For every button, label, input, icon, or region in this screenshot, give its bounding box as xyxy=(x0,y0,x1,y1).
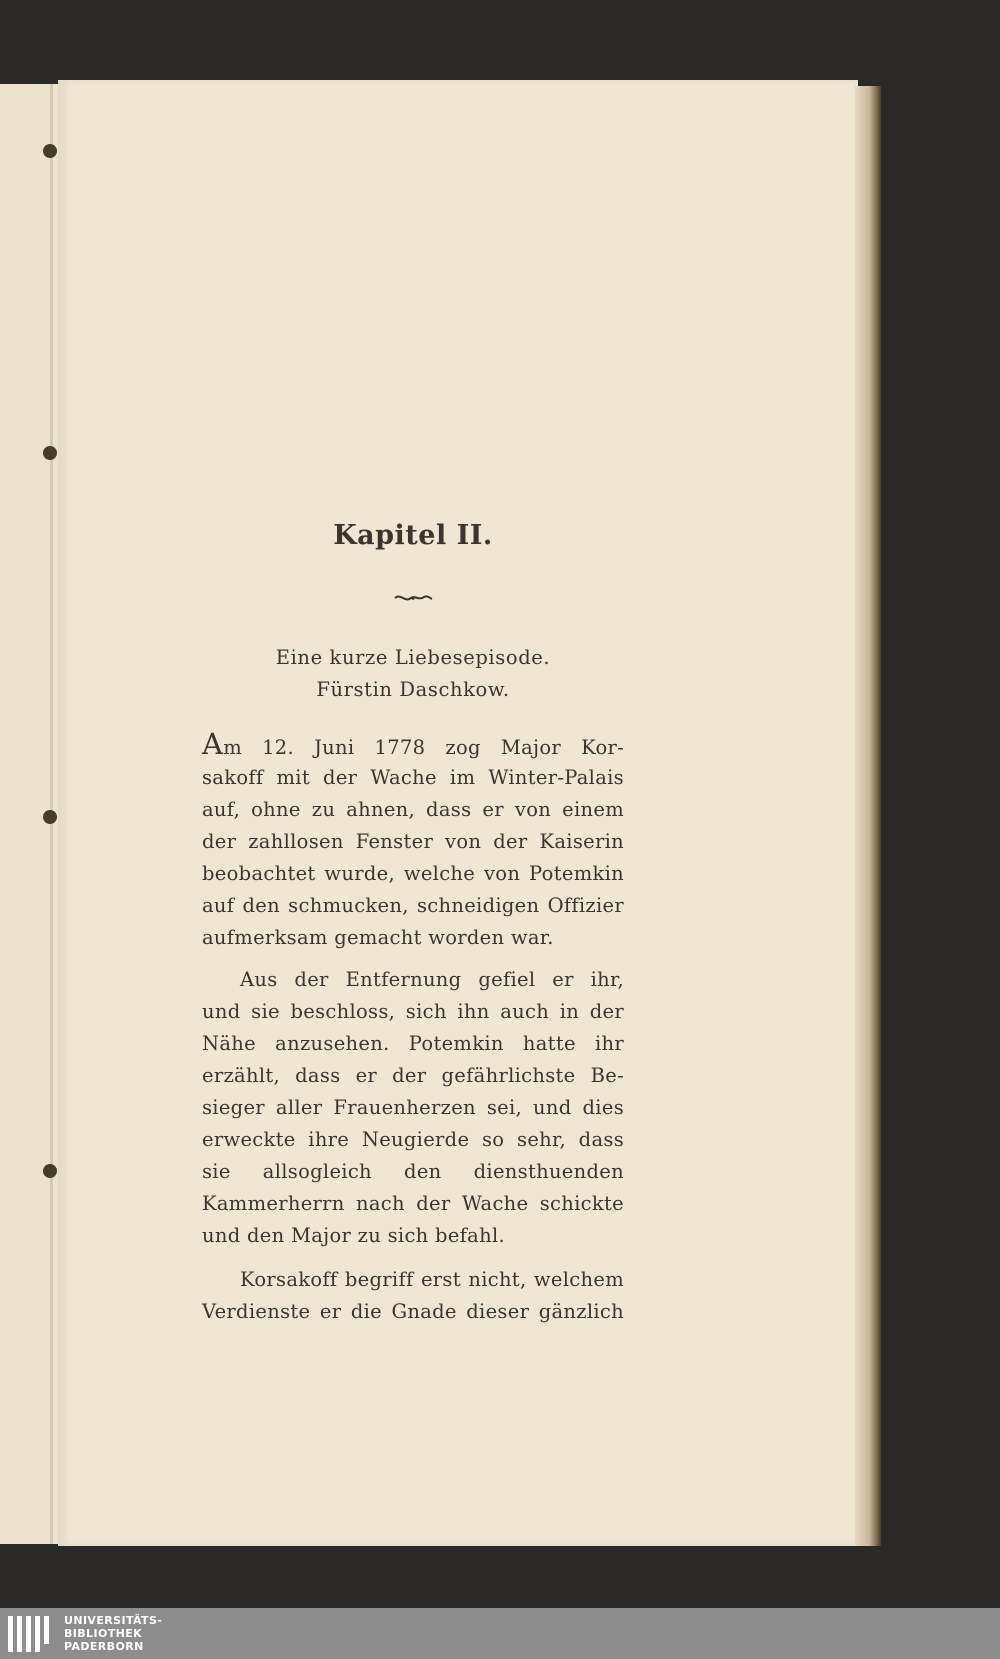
binding-stitch xyxy=(43,1164,57,1178)
text-line: auf, ohne zu ahnen, dass er von einem xyxy=(202,798,624,821)
library-footer xyxy=(0,1608,1000,1659)
binding-stitch xyxy=(43,446,57,460)
binding-stitch xyxy=(43,810,57,824)
library-logo-icon xyxy=(8,1616,52,1652)
text-line: Kammerherrn nach der Wache schickte xyxy=(202,1192,624,1215)
text-line: sieger aller Frauenherzen sei, und dies xyxy=(202,1096,624,1119)
text-line: und den Major zu sich befahl. xyxy=(202,1224,505,1247)
text-line: Verdienste er die Gnade dieser gänzlich xyxy=(202,1300,624,1323)
text-line: Korsakoff begriff erst nicht, welchem xyxy=(240,1268,624,1291)
text-line: aufmerksam gemacht worden war. xyxy=(202,926,554,949)
text-line: Nähe anzusehen. Potemkin hatte ihr xyxy=(202,1032,624,1055)
chapter-subtitle: Eine kurze Liebesepisode. xyxy=(275,646,551,669)
paragraph xyxy=(202,1264,624,1328)
text-line: beobachtet wurde, welche von Potemkin xyxy=(202,862,624,885)
paragraph xyxy=(202,964,624,1252)
text-line: Aus der Entfernung gefiel er ihr, xyxy=(240,968,624,991)
text-line: der zahllosen Fenster von der Kaiserin xyxy=(202,830,624,853)
text-line: sakoff mit der Wache im Winter-Palais xyxy=(202,766,624,789)
text-line: erzählt, dass er der gefährlichste Be- xyxy=(202,1064,624,1087)
binding-stitch xyxy=(43,144,57,158)
chapter-title: Kapitel II. xyxy=(333,520,493,551)
text-line: erweckte ihre Neugierde so sehr, dass xyxy=(202,1128,624,1151)
chapter-subtitle: Fürstin Daschkow. xyxy=(316,678,510,701)
text-line: auf den schmucken, schneidigen Offizier xyxy=(202,894,624,917)
paragraph xyxy=(202,727,624,954)
ornament-icon xyxy=(393,592,433,604)
drop-cap: A xyxy=(202,727,224,761)
text-line: und sie beschloss, sich ihn auch in der xyxy=(202,1000,624,1023)
page-stack-edge xyxy=(855,86,881,1546)
library-logo-text: UNIVERSITÄTS- BIBLIOTHEK PADERBORN xyxy=(64,1614,163,1653)
text-line: Am 12. Juni 1778 zog Major Kor- xyxy=(202,727,624,761)
text-line: sie allsogleich den diensthuenden xyxy=(202,1160,624,1183)
